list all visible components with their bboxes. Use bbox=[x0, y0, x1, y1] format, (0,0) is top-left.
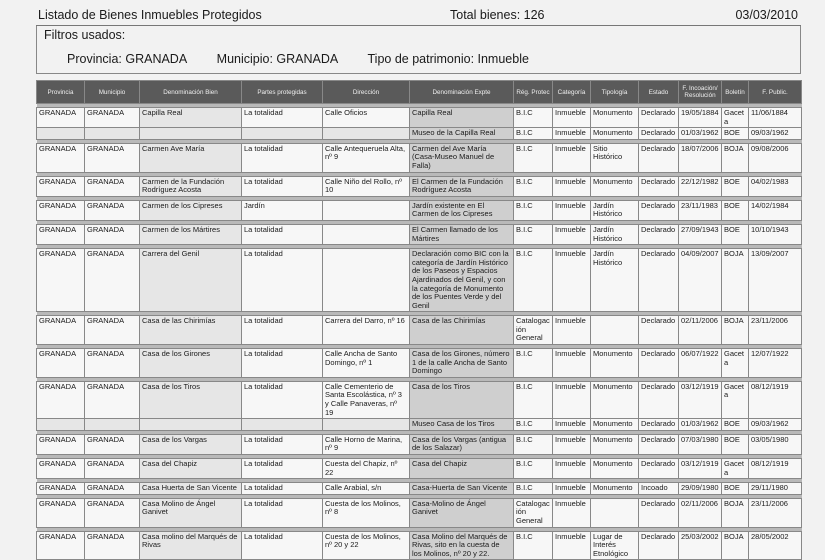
table-header-row bbox=[37, 81, 802, 104]
table-cell: 09/08/2006 bbox=[749, 143, 802, 172]
table-cell: GRANADA bbox=[37, 459, 85, 479]
table-cell: Monumento bbox=[591, 349, 639, 378]
table-cell: Jardín Histórico bbox=[591, 249, 639, 312]
table-cell: Casa Molino del Marqués de Rivas, sito en la cuesta de los Molinos, nº 20 y 22. bbox=[410, 531, 514, 560]
column-header: Denominación Bien bbox=[140, 81, 242, 104]
table-cell: Inmueble bbox=[553, 316, 591, 345]
filter-tipo: Tipo de patrimonio: Inmueble bbox=[367, 52, 529, 66]
column-header: F. Incoación/ Resolución bbox=[679, 81, 722, 104]
table-cell: GRANADA bbox=[37, 483, 85, 495]
table-cell: GRANADA bbox=[85, 176, 140, 196]
table-cell: GRANADA bbox=[37, 249, 85, 312]
table-cell: La totalidad bbox=[242, 249, 323, 312]
table-cell: GRANADA bbox=[37, 498, 85, 527]
table-cell: B.I.C bbox=[514, 176, 553, 196]
table-cell bbox=[140, 419, 242, 431]
table-cell: BOE bbox=[722, 128, 749, 140]
table-cell: 22/12/1982 bbox=[679, 176, 722, 196]
table-cell: Monumento bbox=[591, 176, 639, 196]
table-cell: GRANADA bbox=[37, 200, 85, 220]
table-cell: Catalogación General bbox=[514, 498, 553, 527]
table-cell: GRANADA bbox=[37, 434, 85, 454]
table-cell: Calle Niño del Rollo, nº 10 bbox=[323, 176, 410, 196]
table-cell: BOJA bbox=[722, 498, 749, 527]
table-cell: Declarado bbox=[639, 108, 679, 128]
table-cell: Declarado bbox=[639, 434, 679, 454]
filter-provincia: Provincia: GRANADA bbox=[67, 52, 188, 66]
table-cell: 23/11/2006 bbox=[749, 316, 802, 345]
table-cell: Jardín Histórico bbox=[591, 224, 639, 244]
table-cell: 29/09/1980 bbox=[679, 483, 722, 495]
table-cell: 02/11/2006 bbox=[679, 316, 722, 345]
table-cell: B.I.C bbox=[514, 224, 553, 244]
column-header: Categoría bbox=[553, 81, 591, 104]
table-cell: 12/07/1922 bbox=[749, 349, 802, 378]
table-cell: BOE bbox=[722, 200, 749, 220]
table-cell: GRANADA bbox=[85, 143, 140, 172]
table-cell: 02/11/2006 bbox=[679, 498, 722, 527]
table-cell: B.I.C bbox=[514, 200, 553, 220]
table-cell: Lugar de Interés Etnológico bbox=[591, 531, 639, 560]
table-cell: Carmen del Ave María (Casa-Museo Manuel de Falla) bbox=[410, 143, 514, 172]
table-cell bbox=[37, 419, 85, 431]
table-cell: 04/09/2007 bbox=[679, 249, 722, 312]
table-cell: Inmueble bbox=[553, 381, 591, 418]
report-header bbox=[38, 6, 798, 26]
table-cell: B.I.C bbox=[514, 531, 553, 560]
table-cell: 08/12/1919 bbox=[749, 381, 802, 418]
table-cell: Cuesta del Chapiz, nº 22 bbox=[323, 459, 410, 479]
table-cell: Inmueble bbox=[553, 483, 591, 495]
table-cell: La totalidad bbox=[242, 143, 323, 172]
table-row bbox=[37, 249, 802, 312]
table-cell: Monumento bbox=[591, 381, 639, 418]
table-row bbox=[37, 108, 802, 128]
table-cell: Museo Casa de los Tiros bbox=[410, 419, 514, 431]
table-cell: BOJA bbox=[722, 316, 749, 345]
table-cell: Capilla Real bbox=[140, 108, 242, 128]
table-cell: Inmueble bbox=[553, 143, 591, 172]
table-cell: 09/03/1962 bbox=[749, 419, 802, 431]
table-cell: Calle Arabial, s/n bbox=[323, 483, 410, 495]
table-cell: La totalidad bbox=[242, 316, 323, 345]
table-cell: El Carmen llamado de los Mártires bbox=[410, 224, 514, 244]
table-cell: Inmueble bbox=[553, 108, 591, 128]
table-cell bbox=[242, 419, 323, 431]
table-cell: La totalidad bbox=[242, 349, 323, 378]
table-cell: B.I.C bbox=[514, 381, 553, 418]
table-cell bbox=[323, 200, 410, 220]
table-cell: 28/05/2002 bbox=[749, 531, 802, 560]
table-cell: 04/02/1983 bbox=[749, 176, 802, 196]
table-cell: 29/11/1980 bbox=[749, 483, 802, 495]
table-cell: Declarado bbox=[639, 143, 679, 172]
column-header: Partes protegidas bbox=[242, 81, 323, 104]
table-cell: La totalidad bbox=[242, 176, 323, 196]
table-cell: Inmueble bbox=[553, 419, 591, 431]
table-cell: Carrera del Darro, nº 16 bbox=[323, 316, 410, 345]
table-cell: BOJA bbox=[722, 531, 749, 560]
table-cell: 08/12/1919 bbox=[749, 459, 802, 479]
table-cell: GRANADA bbox=[85, 483, 140, 495]
table-cell: 09/03/1962 bbox=[749, 128, 802, 140]
table-cell: Casa de las Chirimías bbox=[140, 316, 242, 345]
table-row bbox=[37, 434, 802, 454]
table-cell: 03/12/1919 bbox=[679, 381, 722, 418]
table-cell: BOE bbox=[722, 483, 749, 495]
table-cell: Cuesta de los Molinos, nº 20 y 22 bbox=[323, 531, 410, 560]
table-cell: Declarado bbox=[639, 419, 679, 431]
table-cell: BOJA bbox=[722, 249, 749, 312]
filters-values bbox=[67, 52, 555, 66]
table-cell: Carmen de los Mártires bbox=[140, 224, 242, 244]
column-header: Provincia bbox=[37, 81, 85, 104]
table-cell: 18/07/2006 bbox=[679, 143, 722, 172]
table-cell: Monumento bbox=[591, 434, 639, 454]
table-cell: 07/03/1980 bbox=[679, 434, 722, 454]
table-cell: Carrera del Genil bbox=[140, 249, 242, 312]
table-cell: BOE bbox=[722, 224, 749, 244]
column-header: F. Public. bbox=[749, 81, 802, 104]
table-cell bbox=[242, 128, 323, 140]
table-cell: Casa de los Tiros bbox=[140, 381, 242, 418]
table-cell: La totalidad bbox=[242, 459, 323, 479]
table-cell: GRANADA bbox=[37, 381, 85, 418]
table-row bbox=[37, 483, 802, 495]
table-cell: Casa-Huerta de San Vicente bbox=[410, 483, 514, 495]
table-row bbox=[37, 200, 802, 220]
table-cell: Incoado bbox=[639, 483, 679, 495]
table-cell: Monumento bbox=[591, 128, 639, 140]
table-cell: 13/09/2007 bbox=[749, 249, 802, 312]
table-cell: Declarado bbox=[639, 531, 679, 560]
table-cell: BOJA bbox=[722, 143, 749, 172]
table-cell bbox=[591, 498, 639, 527]
table-cell: Cuesta de los Molinos, nº 8 bbox=[323, 498, 410, 527]
table-cell bbox=[323, 224, 410, 244]
table-cell: GRANADA bbox=[85, 381, 140, 418]
report-date: 03/03/2010 bbox=[735, 8, 798, 22]
table-cell: La totalidad bbox=[242, 498, 323, 527]
table-cell: B.I.C bbox=[514, 128, 553, 140]
table-cell: GRANADA bbox=[85, 108, 140, 128]
table-cell: 25/03/2002 bbox=[679, 531, 722, 560]
table-cell: Inmueble bbox=[553, 200, 591, 220]
table-cell bbox=[323, 128, 410, 140]
table-row bbox=[37, 381, 802, 418]
table-cell: Declarado bbox=[639, 249, 679, 312]
table-row bbox=[37, 224, 802, 244]
table-cell: Inmueble bbox=[553, 224, 591, 244]
table-cell: GRANADA bbox=[37, 143, 85, 172]
table-cell: Casa Huerta de San Vicente bbox=[140, 483, 242, 495]
table-row bbox=[37, 143, 802, 172]
table-cell: B.I.C bbox=[514, 483, 553, 495]
table-cell: Declarado bbox=[639, 349, 679, 378]
table-cell: Jardín bbox=[242, 200, 323, 220]
report-title: Listado de Bienes Inmuebles Protegidos bbox=[38, 8, 262, 22]
table-row bbox=[37, 531, 802, 560]
table-row bbox=[37, 349, 802, 378]
table-cell: Monumento bbox=[591, 459, 639, 479]
table-cell: 14/02/1984 bbox=[749, 200, 802, 220]
table-cell: Inmueble bbox=[553, 128, 591, 140]
table-cell: Carmen Ave María bbox=[140, 143, 242, 172]
table-cell: GRANADA bbox=[37, 349, 85, 378]
table-cell: GRANADA bbox=[85, 349, 140, 378]
table-cell: Calle Cementerio de Santa Escolástica, nº 3 y Calle Panaveras, nº 19 bbox=[323, 381, 410, 418]
column-header: Dirección bbox=[323, 81, 410, 104]
table-cell: GRANADA bbox=[37, 531, 85, 560]
table-cell: Museo de la Capilla Real bbox=[410, 128, 514, 140]
table-cell: Inmueble bbox=[553, 349, 591, 378]
table-row bbox=[37, 316, 802, 345]
table-cell bbox=[140, 128, 242, 140]
table-cell: Declarado bbox=[639, 128, 679, 140]
table-cell: B.I.C bbox=[514, 249, 553, 312]
table-cell: 06/07/1922 bbox=[679, 349, 722, 378]
table-cell: Declarado bbox=[639, 200, 679, 220]
table-cell bbox=[323, 249, 410, 312]
table-cell: 23/11/1983 bbox=[679, 200, 722, 220]
table-cell: GRANADA bbox=[85, 498, 140, 527]
table-cell: Gaceta bbox=[722, 381, 749, 418]
table-cell: GRANADA bbox=[37, 176, 85, 196]
table-cell: Casa del Chapiz bbox=[140, 459, 242, 479]
table-cell bbox=[591, 316, 639, 345]
table-cell: GRANADA bbox=[37, 316, 85, 345]
table-cell: Declaración como BIC con la categoría de Jardín Histórico de los Paseos y Espacios Ajardinados del Genil, y con la categoría de Monumento de los Puentes Verde y del Genil bbox=[410, 249, 514, 312]
table-cell: Casa de los Girones, número 1 de la calle Ancha de Santo Domingo bbox=[410, 349, 514, 378]
table-cell bbox=[85, 128, 140, 140]
column-header: Tipología bbox=[591, 81, 639, 104]
column-header: Denominación Expte bbox=[410, 81, 514, 104]
table-cell: GRANADA bbox=[85, 434, 140, 454]
table-cell: Inmueble bbox=[553, 459, 591, 479]
table-row bbox=[37, 176, 802, 196]
table-cell: Monumento bbox=[591, 419, 639, 431]
table-cell: Casa de las Chirimías bbox=[410, 316, 514, 345]
column-header: Boletín bbox=[722, 81, 749, 104]
filter-municipio: Municipio: GRANADA bbox=[216, 52, 339, 66]
table-cell: BOE bbox=[722, 419, 749, 431]
table-body bbox=[37, 104, 802, 560]
table-cell: 01/03/1962 bbox=[679, 128, 722, 140]
table-row bbox=[37, 419, 802, 431]
heritage-table bbox=[36, 80, 802, 560]
table-cell: GRANADA bbox=[85, 459, 140, 479]
table-cell: Catalogación General bbox=[514, 316, 553, 345]
filters-box bbox=[36, 26, 801, 74]
table-cell: Monumento bbox=[591, 108, 639, 128]
table-cell: El Carmen de la Fundación Rodríguez Acosta bbox=[410, 176, 514, 196]
table-cell: Inmueble bbox=[553, 176, 591, 196]
column-header: Rég. Protec bbox=[514, 81, 553, 104]
table-cell: Sitio Histórico bbox=[591, 143, 639, 172]
table-cell: Carmen de la Fundación Rodríguez Acosta bbox=[140, 176, 242, 196]
table-cell bbox=[37, 128, 85, 140]
table-cell: Casa-Molino de Ángel Ganivet bbox=[410, 498, 514, 527]
table-row bbox=[37, 128, 802, 140]
table-cell: 11/06/1884 bbox=[749, 108, 802, 128]
table-cell: B.I.C bbox=[514, 349, 553, 378]
table-cell: La totalidad bbox=[242, 434, 323, 454]
table-cell: Inmueble bbox=[553, 434, 591, 454]
table-cell: B.I.C bbox=[514, 434, 553, 454]
table-cell: Declarado bbox=[639, 381, 679, 418]
table-cell: Casa de los Girones bbox=[140, 349, 242, 378]
table-cell: Gaceta bbox=[722, 349, 749, 378]
table-cell bbox=[85, 419, 140, 431]
table-cell: 10/10/1943 bbox=[749, 224, 802, 244]
table-cell: Declarado bbox=[639, 224, 679, 244]
table-cell: La totalidad bbox=[242, 531, 323, 560]
table-row bbox=[37, 459, 802, 479]
table-cell: Casa de los Tiros bbox=[410, 381, 514, 418]
table-cell: Casa del Chapiz bbox=[410, 459, 514, 479]
table-cell: GRANADA bbox=[37, 108, 85, 128]
table-cell: 03/05/1980 bbox=[749, 434, 802, 454]
total-count: Total bienes: 126 bbox=[450, 8, 545, 22]
table-cell: Calle Antequeruela Alta, nº 9 bbox=[323, 143, 410, 172]
table-cell: Casa Molino de Ángel Ganivet bbox=[140, 498, 242, 527]
table-row bbox=[37, 498, 802, 527]
table-cell: 27/09/1943 bbox=[679, 224, 722, 244]
table-cell: GRANADA bbox=[37, 224, 85, 244]
table-cell: B.I.C bbox=[514, 419, 553, 431]
table-cell: Jardín existente en El Carmen de los Cipreses bbox=[410, 200, 514, 220]
table-cell: GRANADA bbox=[85, 200, 140, 220]
table-cell: 01/03/1962 bbox=[679, 419, 722, 431]
table-cell bbox=[323, 419, 410, 431]
table-cell: Calle Horno de Marina, nº 9 bbox=[323, 434, 410, 454]
table-cell: Gaceta bbox=[722, 108, 749, 128]
table-cell: Carmen de los Cipreses bbox=[140, 200, 242, 220]
table-cell: La totalidad bbox=[242, 483, 323, 495]
table-cell: Casa de los Vargas bbox=[140, 434, 242, 454]
table-cell: Casa molino del Marqués de Rivas bbox=[140, 531, 242, 560]
table-cell: 03/12/1919 bbox=[679, 459, 722, 479]
table-cell: Casa de los Vargas (antigua de los Salazar) bbox=[410, 434, 514, 454]
table-cell: La totalidad bbox=[242, 108, 323, 128]
table-cell: Inmueble bbox=[553, 498, 591, 527]
table-cell: Gaceta bbox=[722, 459, 749, 479]
column-header: Estado bbox=[639, 81, 679, 104]
table-cell: B.I.C bbox=[514, 108, 553, 128]
table-cell: B.I.C bbox=[514, 459, 553, 479]
table-cell: Inmueble bbox=[553, 531, 591, 560]
table-cell: BOE bbox=[722, 434, 749, 454]
table-cell: Inmueble bbox=[553, 249, 591, 312]
column-header: Municipio bbox=[85, 81, 140, 104]
table-cell: Monumento bbox=[591, 483, 639, 495]
table-cell: Declarado bbox=[639, 498, 679, 527]
table-cell: La totalidad bbox=[242, 381, 323, 418]
table-cell: Calle Ancha de Santo Domingo, nº 1 bbox=[323, 349, 410, 378]
table-cell: GRANADA bbox=[85, 531, 140, 560]
table-cell: La totalidad bbox=[242, 224, 323, 244]
table-cell: Capilla Real bbox=[410, 108, 514, 128]
table-cell: GRANADA bbox=[85, 249, 140, 312]
table-cell: Declarado bbox=[639, 176, 679, 196]
table-cell: 23/11/2006 bbox=[749, 498, 802, 527]
filters-label: Filtros usados: bbox=[44, 28, 126, 42]
table-cell: Declarado bbox=[639, 459, 679, 479]
table-cell: GRANADA bbox=[85, 224, 140, 244]
table-cell: Declarado bbox=[639, 316, 679, 345]
table-cell: GRANADA bbox=[85, 316, 140, 345]
table-cell: BOE bbox=[722, 176, 749, 196]
table-cell: B.I.C bbox=[514, 143, 553, 172]
table-cell: 19/05/1884 bbox=[679, 108, 722, 128]
table-cell: Calle Oficios bbox=[323, 108, 410, 128]
table-cell: Jardín Histórico bbox=[591, 200, 639, 220]
